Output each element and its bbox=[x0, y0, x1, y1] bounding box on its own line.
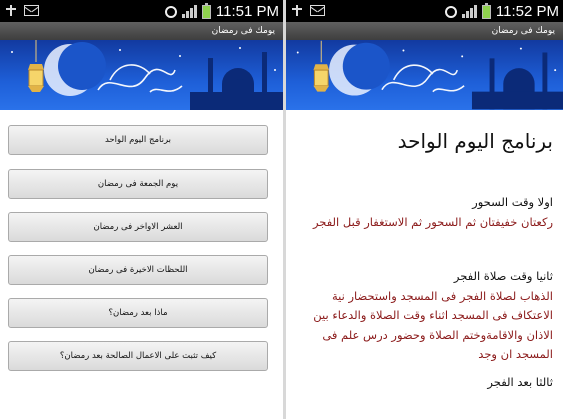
alarm-icon bbox=[165, 6, 177, 18]
section-title: ثانيا وقت صلاة الفجر bbox=[453, 269, 553, 283]
article-content bbox=[286, 113, 563, 419]
section-title: ثالثا بعد الفجر bbox=[487, 375, 553, 389]
right-screen bbox=[286, 0, 563, 419]
menu-button-after-ramadan[interactable]: ماذا بعد رمضان؟ bbox=[8, 298, 268, 328]
usb-icon bbox=[4, 4, 18, 17]
ramadan-banner bbox=[286, 40, 563, 110]
section-body: الذهاب لصلاة الفجر فى المسجد واستحضار نية الاعتكاف فى المسجد اثناء وقت الصلاة والدعاء بين الاذان والاقامةوختم الصلاة وحضور درس علم فى المسجد ان وجد bbox=[313, 288, 553, 361]
signal-icon bbox=[182, 5, 197, 18]
status-bar bbox=[286, 0, 563, 22]
signal-icon bbox=[462, 5, 477, 18]
crescent-icon bbox=[44, 42, 106, 96]
menu-button-last-ten[interactable]: العشر الاواخر فى رمضان bbox=[8, 212, 268, 242]
app-title: يومك فى رمضان bbox=[0, 22, 283, 40]
mosque-icon bbox=[472, 52, 563, 109]
menu-button-day-program[interactable]: برنامج اليوم الواحد bbox=[8, 125, 268, 155]
menu-button-steadfast[interactable]: كيف تثبت على الاعمال الصالحة بعد رمضان؟ bbox=[8, 341, 268, 371]
section-suhoor bbox=[293, 193, 553, 232]
status-bar bbox=[0, 0, 283, 22]
alarm-icon bbox=[445, 6, 457, 18]
mosque-icon bbox=[190, 52, 283, 110]
menu-button-last-moments[interactable]: اللحظات الاخيرة فى رمضان bbox=[8, 255, 268, 285]
lantern-icon bbox=[28, 40, 44, 92]
ramadan-banner bbox=[0, 40, 283, 110]
mail-icon bbox=[24, 5, 39, 16]
battery-icon bbox=[482, 5, 491, 19]
lantern-icon bbox=[313, 41, 329, 92]
battery-icon bbox=[202, 5, 211, 19]
crescent-icon bbox=[329, 43, 390, 96]
section-title: اولا وقت السحور bbox=[472, 195, 553, 209]
status-time: 11:52 PM bbox=[495, 3, 559, 20]
section-after-fajr bbox=[293, 373, 553, 393]
mail-icon bbox=[310, 5, 325, 16]
app-title: يومك فى رمضان bbox=[286, 22, 563, 40]
section-body: ركعتان خفيفتان ثم السحور ثم الاستغفار قبل الفجر bbox=[312, 214, 553, 229]
status-time: 11:51 PM bbox=[215, 3, 279, 20]
usb-icon bbox=[290, 4, 304, 17]
page-heading: برنامج اليوم الواحد bbox=[397, 129, 553, 153]
menu-button-friday[interactable]: يوم الجمعة فى رمضان bbox=[8, 169, 268, 199]
section-fajr bbox=[293, 267, 553, 365]
